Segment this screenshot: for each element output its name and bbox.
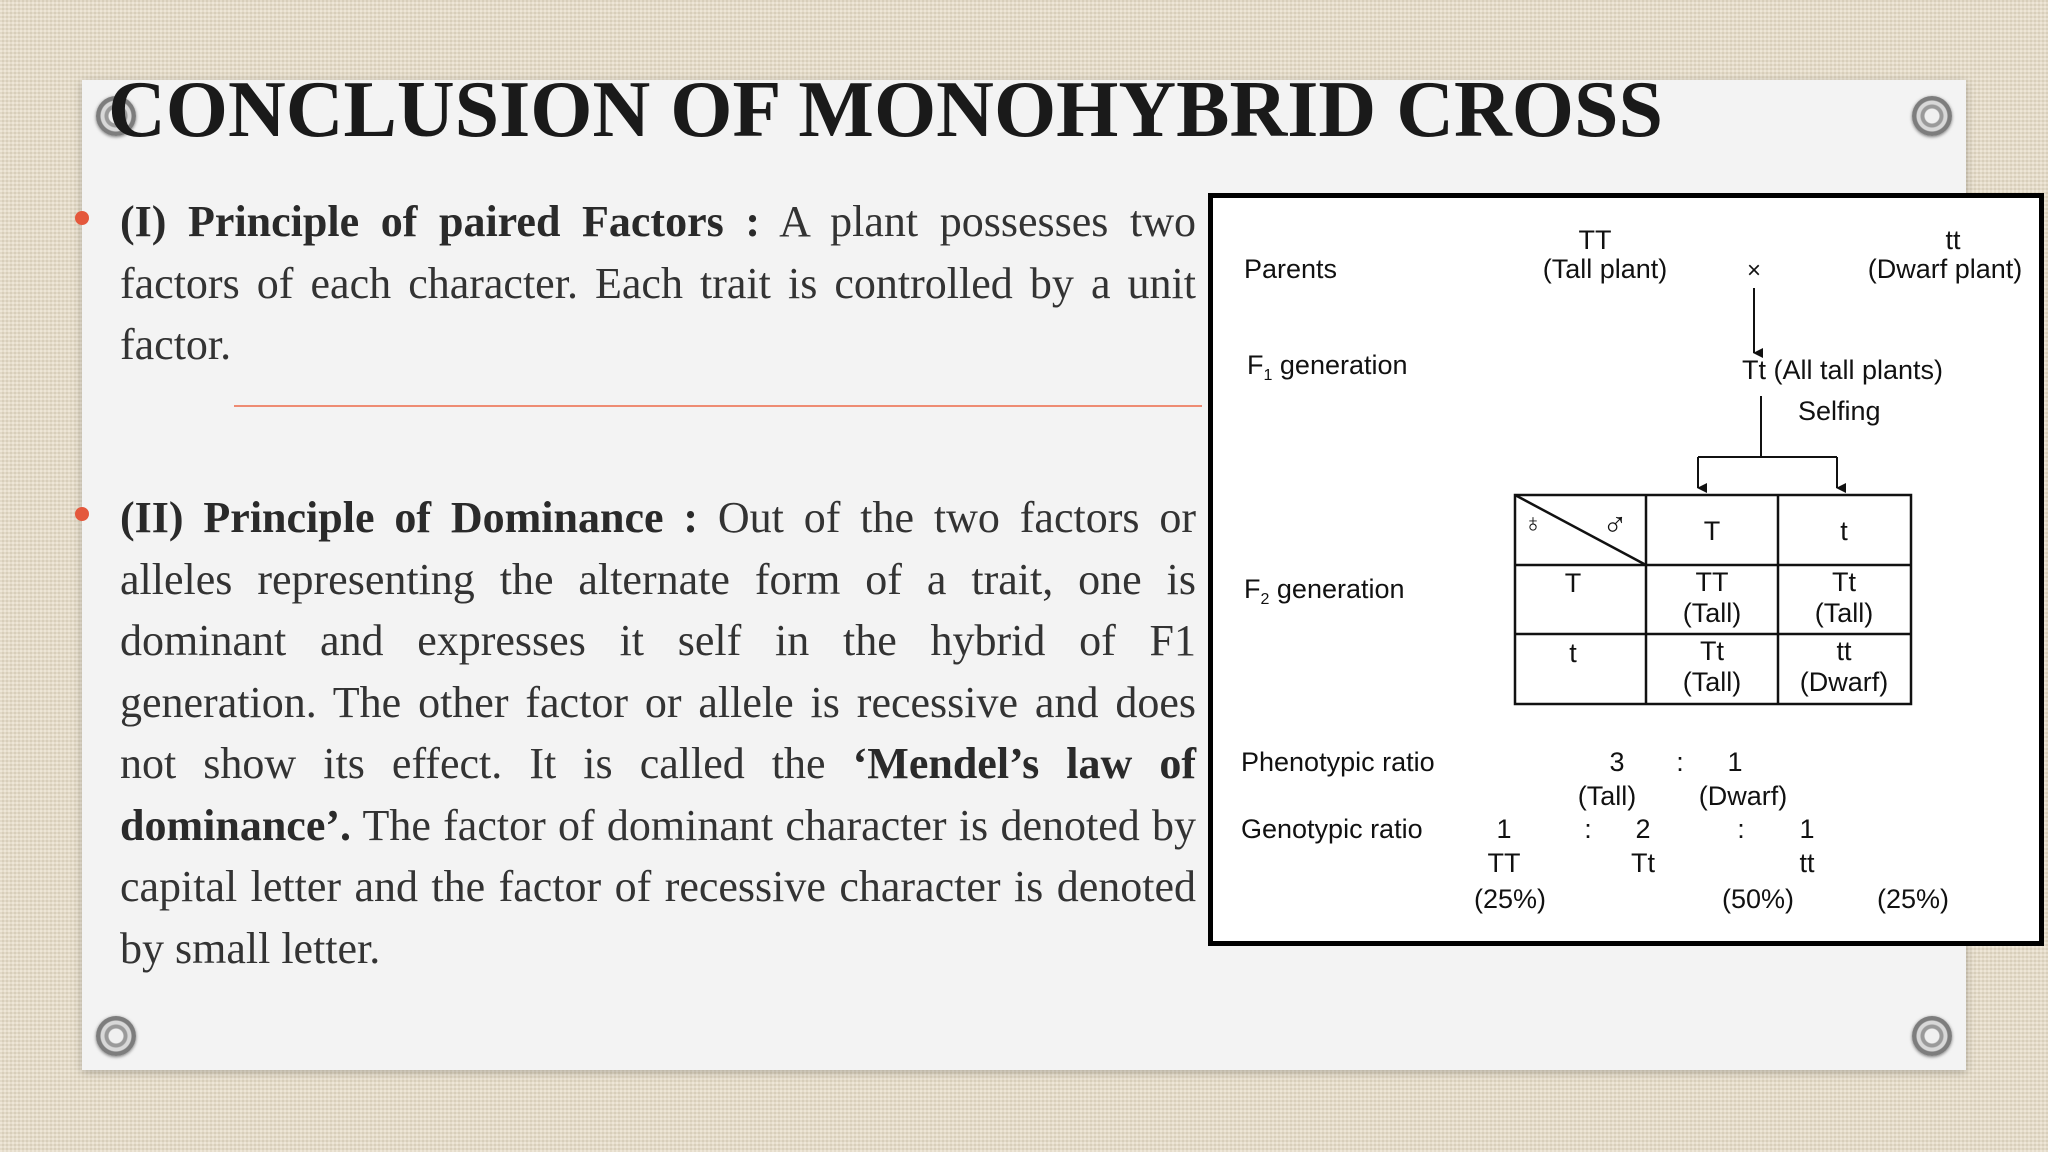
geno-sep-1: : xyxy=(1584,814,1592,844)
parent1-genotype: TT xyxy=(1578,225,1612,255)
female-symbol-icon: ♀ xyxy=(1523,510,1543,540)
principle-1-text: A plant possesses two factors of each character. Each trait is controlled by a unit factor. xyxy=(120,197,1197,369)
principle-2-heading: (II) Principle of Dominance : xyxy=(120,493,699,542)
pheno-dwarf-label: (Dwarf) xyxy=(1698,781,1788,811)
bullet-2 xyxy=(75,507,89,521)
col-header-T: T xyxy=(1703,516,1721,546)
geno-percent-Tt: (50%) xyxy=(1721,884,1795,914)
divider-line xyxy=(234,405,1202,407)
pheno-dwarf-count: 1 xyxy=(1727,747,1743,777)
geno-sep-2: : xyxy=(1737,814,1745,844)
principle-dominance xyxy=(120,487,1196,979)
parent2-genotype: tt xyxy=(1945,225,1961,255)
cell-Tt-phenotype: (Tall) xyxy=(1814,598,1874,628)
geno-count-1: 1 xyxy=(1496,814,1512,844)
bullet-1 xyxy=(75,211,89,225)
principle-1-heading: (I) Principle of paired Factors : xyxy=(120,197,760,246)
row-header-T: T xyxy=(1564,568,1582,598)
f1-result: Tt (All tall plants) xyxy=(1742,355,1944,385)
cell-tt-genotype: tt xyxy=(1836,636,1852,666)
pheno-tall-count: 3 xyxy=(1609,747,1625,777)
f1-generation-label: $F_1$ generation xyxy=(1247,350,1408,384)
selfing-label: Selfing xyxy=(1798,396,1881,426)
geno-percent-TT: (25%) xyxy=(1473,884,1547,914)
parent2-description: (Dwarf plant) xyxy=(1867,254,2023,284)
geno-genotype-TT: TT xyxy=(1487,848,1521,878)
f2-generation-label: $F_2$ generation xyxy=(1244,574,1405,608)
geno-count-3: 1 xyxy=(1799,814,1815,844)
geno-count-2: 2 xyxy=(1635,814,1651,844)
row-header-t: t xyxy=(1569,638,1577,668)
principle-paired-factors xyxy=(120,191,1196,376)
pheno-separator: : xyxy=(1676,747,1684,777)
mendel-law-name: ‘Mendel’s law of dominance’. xyxy=(120,739,1196,850)
cross-diagram-svg xyxy=(1213,198,2039,941)
cell-TT-genotype: TT xyxy=(1695,567,1729,597)
grommet-bottom-right xyxy=(1912,1016,1952,1056)
slide-title: CONCLUSION OF MONOHYBRID CROSS xyxy=(108,66,1663,154)
cell-tt-phenotype: (Dwarf) xyxy=(1799,667,1889,697)
geno-genotype-Tt: Tt xyxy=(1631,848,1655,878)
geno-genotype-tt: tt xyxy=(1799,848,1815,878)
grommet-top-right xyxy=(1912,96,1952,136)
pheno-tall-label: (Tall) xyxy=(1577,781,1637,811)
grommet-bottom-left xyxy=(96,1016,136,1056)
cell-tT-genotype: Tt xyxy=(1700,636,1724,666)
cell-tT-phenotype: (Tall) xyxy=(1682,667,1742,697)
phenotypic-ratio-label: Phenotypic ratio xyxy=(1241,747,1435,777)
male-symbol-icon: ♂ xyxy=(1602,506,1628,544)
monohybrid-cross-diagram xyxy=(1208,193,2044,946)
parent1-description: (Tall plant) xyxy=(1542,254,1668,284)
genotypic-ratio-label: Genotypic ratio xyxy=(1241,814,1423,844)
col-header-t: t xyxy=(1840,516,1848,546)
geno-percent-tt: (25%) xyxy=(1876,884,1950,914)
principle-2-text-a: Out of the two factors or alleles representing the alternate form of a trait, one is dominant and expresses it self in the hybrid of F1 generation. The other factor or allele is recessive and does not show its effect. It is called the xyxy=(120,493,1196,788)
parents-label: Parents xyxy=(1244,254,1338,284)
cross-symbol: × xyxy=(1746,257,1762,284)
principle-2-text-b: The factor of dominant character is denoted by capital letter and the factor of recessive character is denoted by small letter. xyxy=(120,800,1196,973)
cell-TT-phenotype: (Tall) xyxy=(1682,598,1742,628)
cell-Tt-genotype: Tt xyxy=(1832,567,1856,597)
